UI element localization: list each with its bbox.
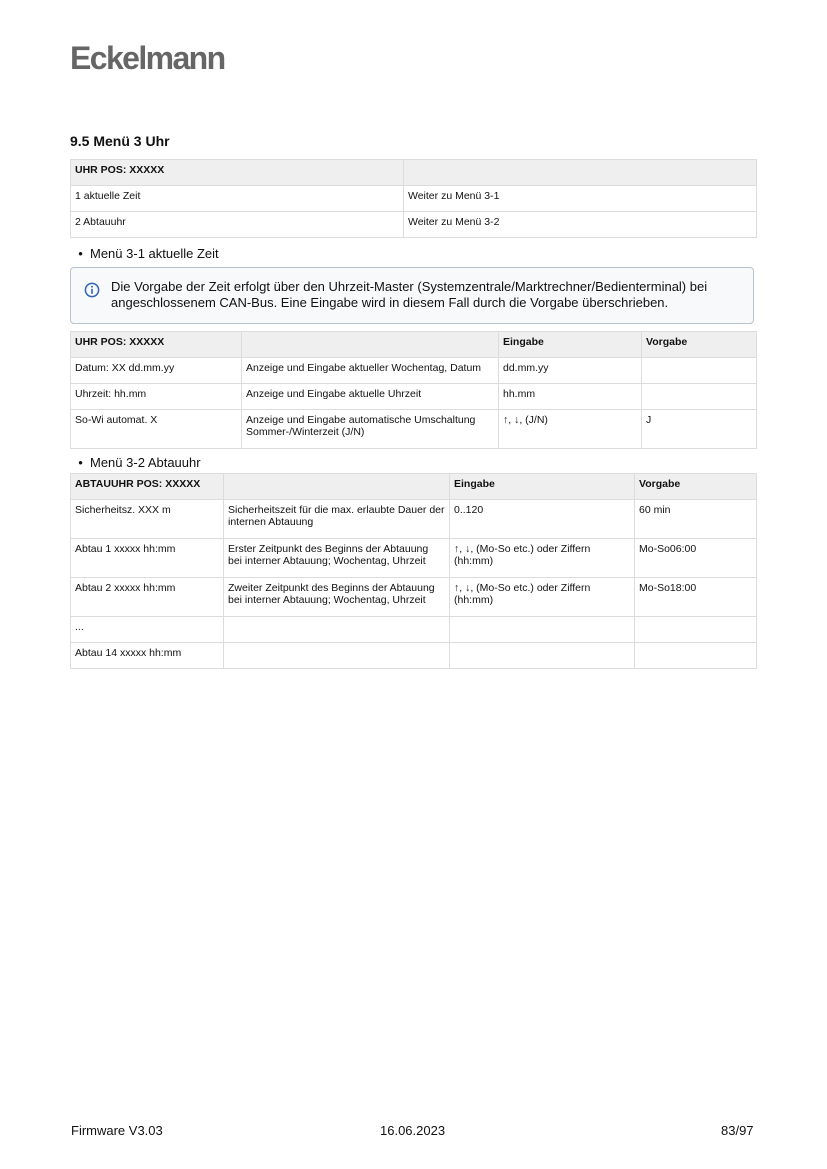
table-cell: Anzeige und Eingabe automatische Umschaltung Sommer-/Winterzeit (J/N) [242,410,499,449]
bullet-text: Menü 3-1 aktuelle Zeit [90,246,219,261]
header-cell: UHR POS: XXXXX [71,160,404,186]
table-cell: 0..120 [450,500,635,539]
footer-page-number: 83/97 [721,1123,754,1138]
aktuelle-zeit-table [70,331,757,449]
table-cell [224,617,450,643]
table-row [71,500,757,539]
table-cell: Mo-So18:00 [635,578,757,617]
table-cell: 60 min [635,500,757,539]
table-cell: ... [71,617,224,643]
table-cell: Uhrzeit: hh.mm [71,384,242,410]
info-note-text: Die Vorgabe der Zeit erfolgt über den Uhrzeit-Master (Systemzentrale/Marktrechner/Bedienterminal) bei angeschlossenem CAN-Bus. Eine Eingabe wird in diesem Fall durch die Vorgabe überschrieben. [111,279,708,310]
header-cell [404,160,757,186]
table-cell: ↑, ↓, (Mo-So etc.) oder Ziffern (hh:mm) [450,539,635,578]
table-cell: So-Wi automat. X [71,410,242,449]
table-cell: Abtau 1 xxxxx hh:mm [71,539,224,578]
bullet-marker: • [78,455,83,470]
section-title: 9.5 Menü 3 Uhr [70,133,170,149]
table-row [71,212,757,238]
header-cell: Eingabe [450,474,635,500]
table-cell [642,384,757,410]
table-cell: Zweiter Zeitpunkt des Beginns der Abtauung bei interner Abtauung; Wochentag, Uhrzeit [224,578,450,617]
table-cell: Erster Zeitpunkt des Beginns der Abtauung bei interner Abtauung; Wochentag, Uhrzeit [224,539,450,578]
table-cell: Datum: XX dd.mm.yy [71,358,242,384]
table-row [71,186,757,212]
header-cell [242,332,499,358]
header-cell: Eingabe [499,332,642,358]
header-cell [224,474,450,500]
table-cell: Sicherheitsz. XXX m [71,500,224,539]
table-cell: ↑, ↓, (Mo-So etc.) oder Ziffern (hh:mm) [450,578,635,617]
table-row [71,384,757,410]
bullet-menu-3-1 [78,246,219,261]
table-cell: ↑, ↓, (J/N) [499,410,642,449]
table-cell [450,617,635,643]
table-cell: Weiter zu Menü 3-1 [404,186,757,212]
table-header-row [71,332,757,358]
table-cell [635,617,757,643]
table-cell: Sicherheitszeit für die max. erlaubte Dauer der internen Abtauung [224,500,450,539]
table-cell: dd.mm.yy [499,358,642,384]
header-cell: UHR POS: XXXXX [71,332,242,358]
info-icon [84,282,100,298]
table-cell: Mo-So06:00 [635,539,757,578]
table-row [71,643,757,669]
uhr-menu-table [70,159,757,238]
table-row [71,578,757,617]
header-cell: ABTAUUHR POS: XXXXX [71,474,224,500]
table-header-row [71,474,757,500]
table-cell: 2 Abtauuhr [71,212,404,238]
bullet-menu-3-2 [78,455,201,470]
table-cell: Weiter zu Menü 3-2 [404,212,757,238]
table-row [71,539,757,578]
table-cell [635,643,757,669]
table-header-row [71,160,757,186]
header-cell: Vorgabe [635,474,757,500]
header-cell: Vorgabe [642,332,757,358]
table-cell: Anzeige und Eingabe aktueller Wochentag, Datum [242,358,499,384]
table-cell [224,643,450,669]
table-cell: hh.mm [499,384,642,410]
table-cell: Abtau 14 xxxxx hh:mm [71,643,224,669]
table-cell: 1 aktuelle Zeit [71,186,404,212]
table-cell: Anzeige und Eingabe aktuelle Uhrzeit [242,384,499,410]
table-cell [642,358,757,384]
table-row [71,617,757,643]
info-note [70,267,754,324]
footer-date: 16.06.2023 [380,1123,446,1138]
eckelmann-logo: Eckelmann [70,40,225,76]
table-cell [450,643,635,669]
table-cell: J [642,410,757,449]
bullet-marker: • [78,246,83,261]
table-cell: Abtau 2 xxxxx hh:mm [71,578,224,617]
footer-firmware-version: Firmware V3.03 [71,1123,163,1138]
bullet-text: Menü 3-2 Abtauuhr [90,455,201,470]
abtauuhr-table [70,473,757,669]
table-row [71,358,757,384]
table-row [71,410,757,449]
